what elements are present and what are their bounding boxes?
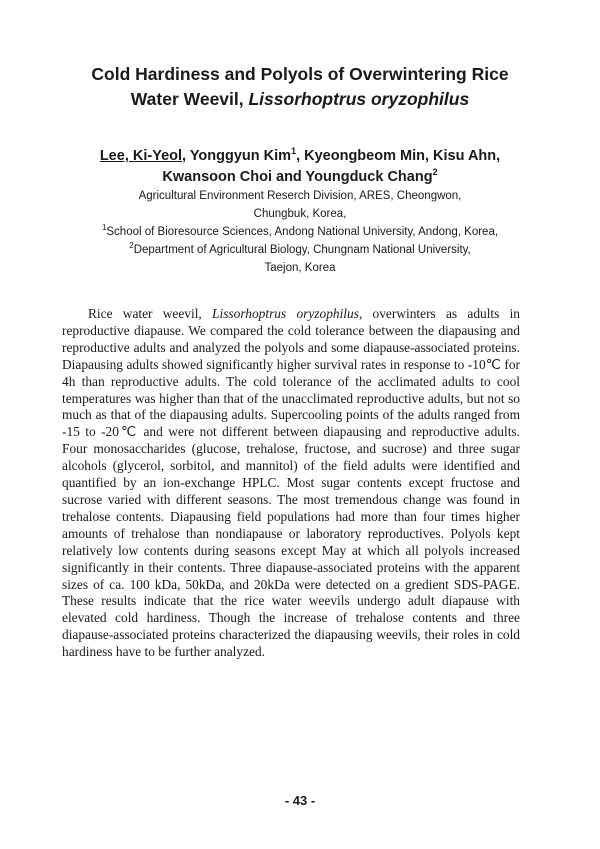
title-line-2 — [40, 87, 560, 112]
paper-title — [40, 62, 560, 112]
affiliations — [40, 187, 560, 277]
author-line-1 — [40, 146, 560, 167]
author-kim: Yonggyun Kim — [186, 148, 292, 164]
page-number: - 43 - — [284, 793, 316, 808]
affiliation-line-4 — [40, 241, 560, 259]
abstract-species-name: Lissorhoptrus oryzophilus — [212, 306, 359, 321]
abstract-start: Rice water weevil, — [88, 306, 213, 321]
author-kim-affiliation-mark: 1 — [291, 146, 297, 157]
author-choi-chang: Kwansoon Choi and Youngduck Chang — [162, 169, 433, 185]
author-list — [40, 146, 560, 188]
title-line-1: Cold Hardiness and Polyols of Overwintering Rice — [91, 64, 509, 84]
abstract-body — [62, 306, 520, 661]
author-line-2 — [40, 167, 560, 188]
affiliation-chungnam: Department of Agricultural Biology, Chungnam National University, — [133, 244, 471, 256]
affiliation-line-5: Taejon, Korea — [264, 262, 336, 274]
author-min-ahn: , Kyeongbeom Min, Kisu Ahn, — [296, 148, 501, 164]
author-chang-affiliation-mark: 2 — [432, 167, 438, 178]
title-line-2-prefix: Water Weevil, — [130, 89, 249, 109]
abstract-rest: , overwinters as adults in reproductive diapause. We compared the cold tolerance between the diapausing and reproductive adults and analyzed the polyols and some diapause-associated proteins. Diapausing adults showed significantly higher survival rates in response to -10℃ for 4h than reproductive adults. The cold tolerance of the acclimated adults to cool temperatures was higher than that of the unacclimated reproductive adults, but not so much as that of the diapausing adults. Supercooling points of the adults ranged from -15 to -20℃ and were not different between diapausing and reproductive adults. Four monosaccharides (glucose, trehalose, fructose, and sucrose) and three sugar alcohols (glycerol, sorbitol, and mannitol) of the field adults were identified and quantified by an ion-exchange HPLC. Most sugar contents except fructose and sucrose varied with different seasons. The most tremendous change was found in trehalose contents. Diapausing field populations had more than four times higher amounts of trehalose than nondiapause or laboratory reproductives. Polyols kept relatively low contents during seasons except May at which all polyols increased significantly in their contents. Three diapause-associated proteins with the apparent sizes of ca. 100 kDa, 50kDa, and 20kDa were detected on a gredient SDS-PAGE. These results indicate that the rice water weevils undergo adult diapause with elevated cold hardiness. Though the increase of trehalose contents and three diapause-associated proteins characterized the diapausing weevils, their roles in cold hardiness have to be further analyzed. — [62, 306, 521, 660]
affiliation-line-3 — [40, 223, 560, 241]
affiliation-line-1: Agricultural Environment Reserch Division, ARES, Cheongwon, — [138, 190, 462, 202]
affiliation-mark-2: 2 — [129, 241, 134, 251]
title-species-name: Lissorhoptrus oryzophilus — [248, 89, 470, 109]
affiliation-line-2: Chungbuk, Korea, — [253, 208, 347, 220]
affiliation-mark-1: 1 — [101, 223, 107, 233]
affiliation-andong: School of Bioresource Sciences, Andong National University, Andong, Korea, — [106, 226, 499, 238]
presenting-author: Lee, Ki-Yeol, — [99, 148, 187, 164]
